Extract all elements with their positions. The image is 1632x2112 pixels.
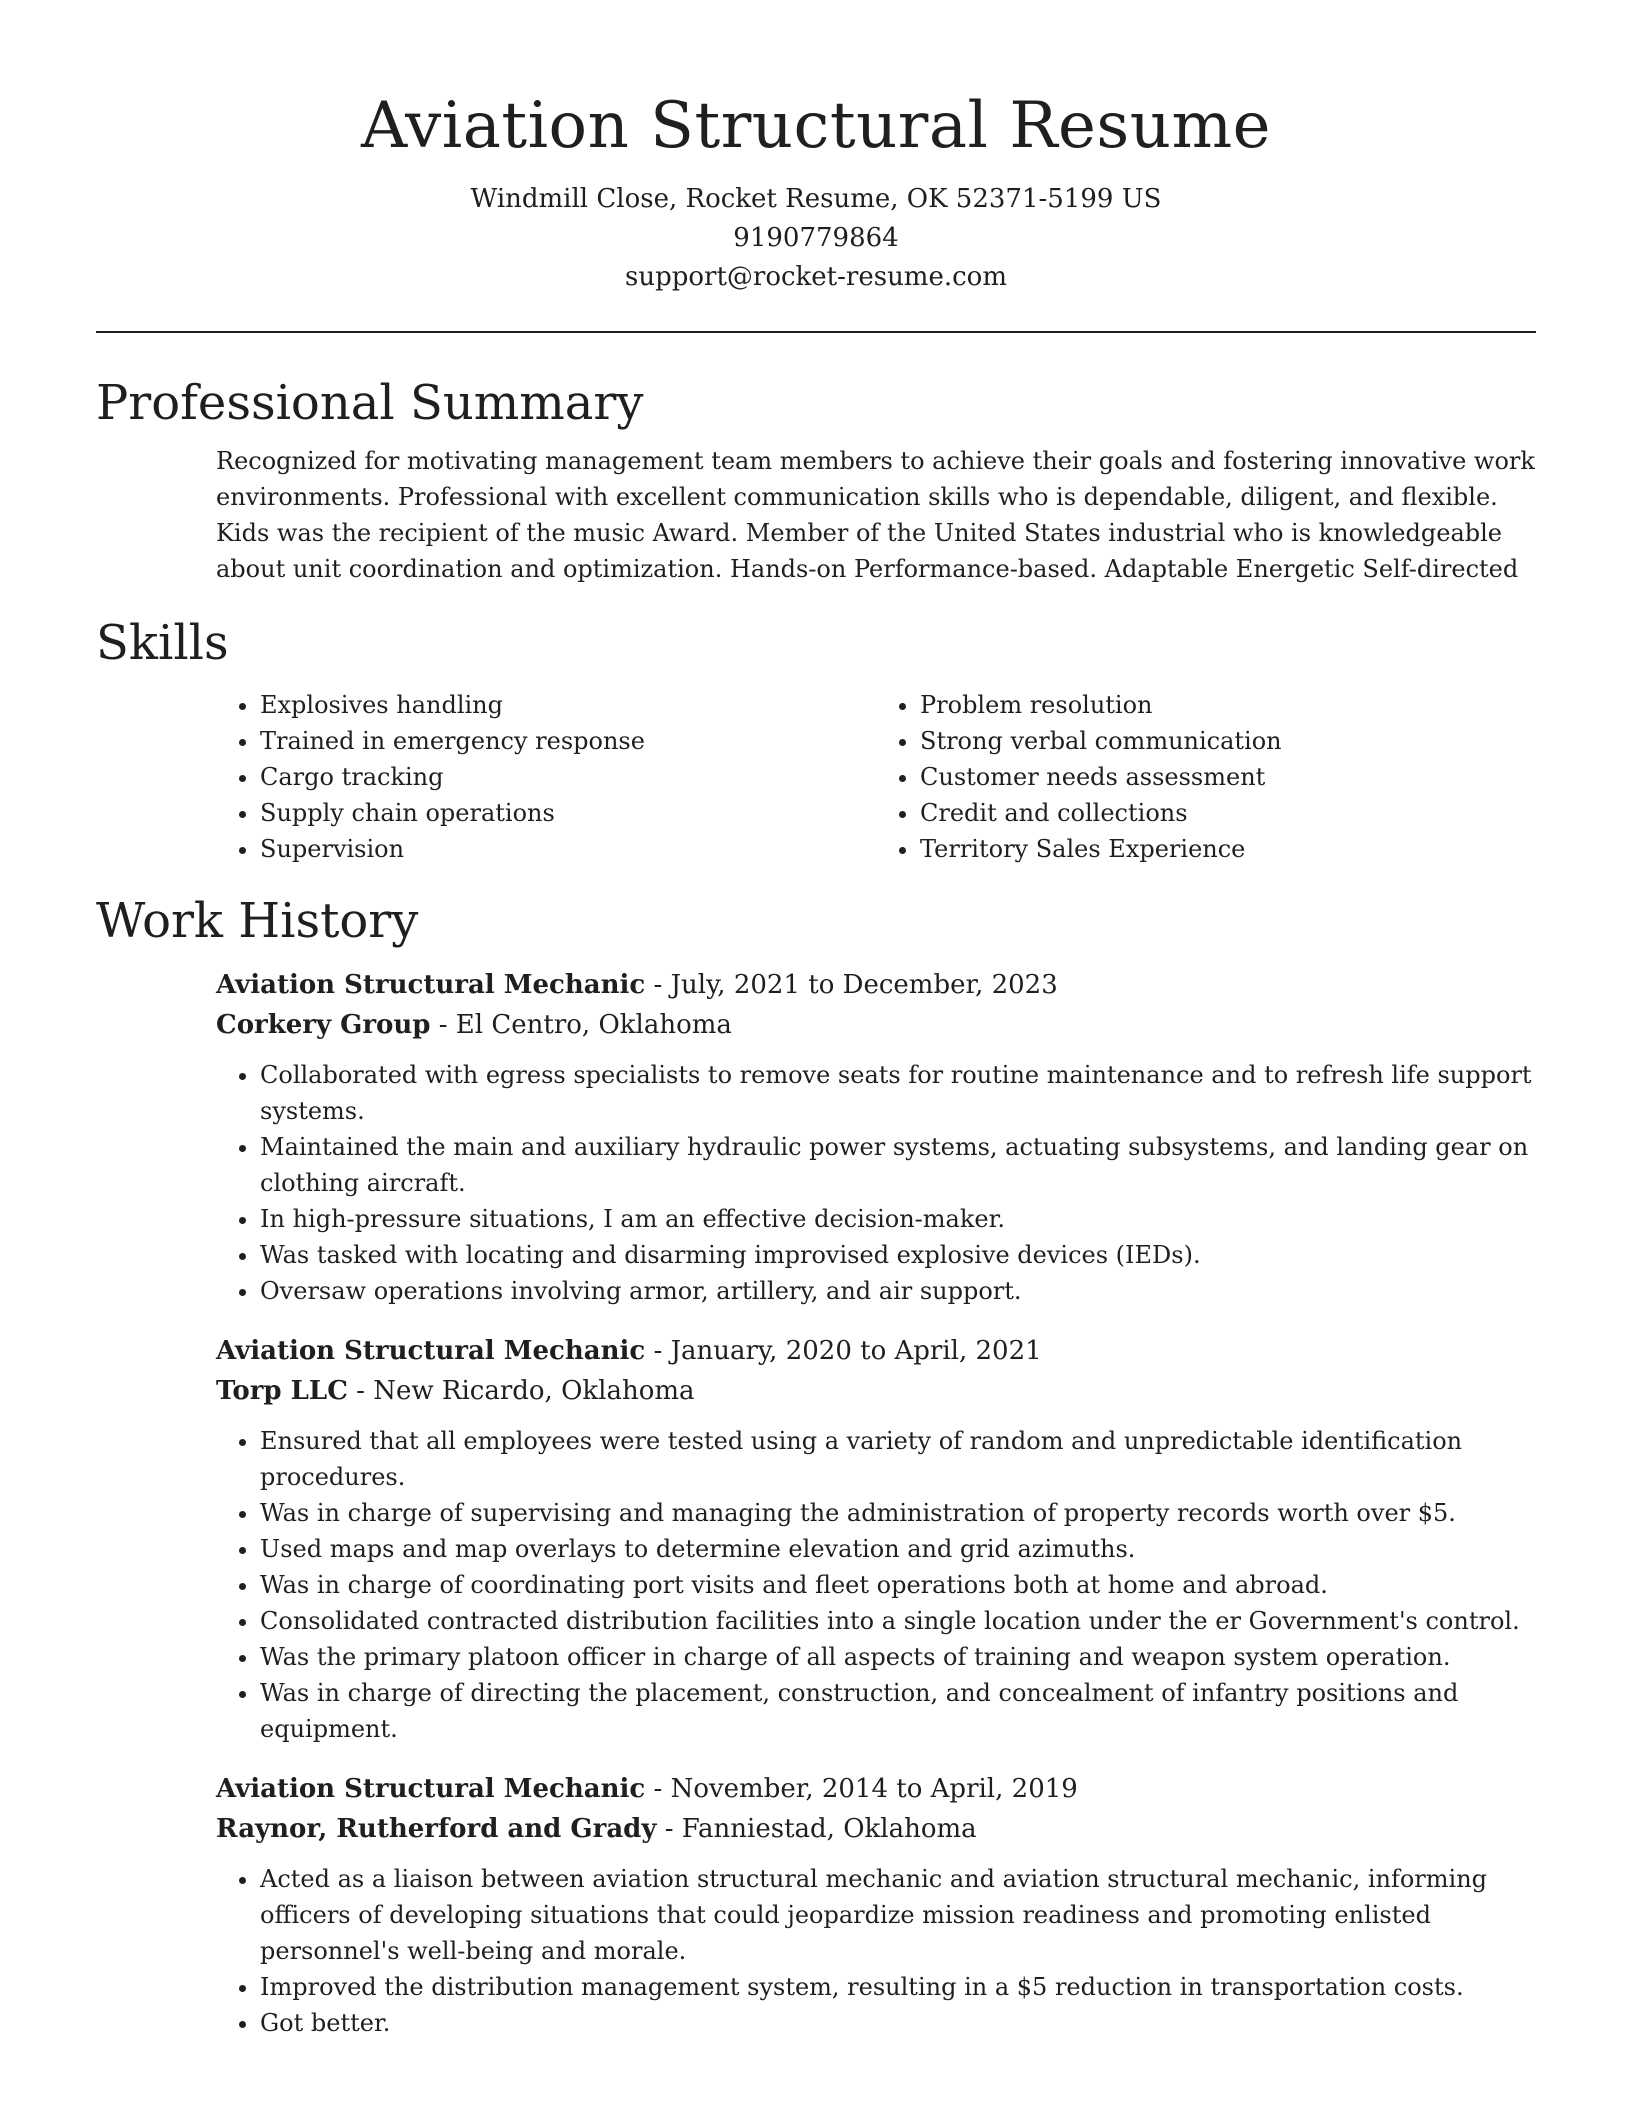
contact-phone: 9190779864 xyxy=(733,223,899,253)
resume-page xyxy=(96,0,1536,2041)
job-bullet: • Acted as a liaison between aviation structural mechanic and aviation structural mechanic, informing officers of developing situations that could jeopardize mission readiness and promoting enlisted personnel's well-being and morale. xyxy=(260,1861,1536,1969)
job-bullet: • Used maps and map overlays to determine elevation and grid azimuths. xyxy=(260,1531,1536,1567)
skill-item: • Trained in emergency response xyxy=(260,723,876,759)
job-bullet: • Collaborated with egress specialists to remove seats for routine maintenance and to refresh life support systems. xyxy=(260,1057,1536,1129)
skill-item: • Credit and collections xyxy=(920,795,1536,831)
contact-address: Windmill Close, Rocket Resume, OK 52371-5199 US xyxy=(470,184,1162,214)
job-bullet: • Was in charge of directing the placement, construction, and concealment of infantry positions and equipment. xyxy=(260,1675,1536,1747)
skill-item: • Strong verbal communication xyxy=(920,723,1536,759)
job-entry xyxy=(216,1769,1536,2041)
skill-item: • Explosives handling xyxy=(260,687,876,723)
summary-heading: Professional Summary xyxy=(96,375,644,431)
skill-item: • Supply chain operations xyxy=(260,795,876,831)
work-history-heading: Work History xyxy=(96,893,419,949)
job-bullet: • Consolidated contracted distribution facilities into a single location under the er Government's control. xyxy=(260,1603,1536,1639)
job-location: - El Centro, Oklahoma xyxy=(430,1010,732,1040)
work-history-section xyxy=(96,891,1536,2041)
job-title-line xyxy=(216,965,1536,1005)
skill-item: • Cargo tracking xyxy=(260,759,876,795)
job-bullet: • Was in charge of supervising and managing the administration of property records worth over $5. xyxy=(260,1495,1536,1531)
skill-item: • Problem resolution xyxy=(920,687,1536,723)
contact-email: support@rocket-resume.com xyxy=(624,262,1007,292)
header-divider xyxy=(96,331,1536,333)
job-bullet: • In high-pressure situations, I am an effective decision-maker. xyxy=(260,1201,1536,1237)
job-bullets xyxy=(216,1057,1536,1309)
job-location: - New Ricardo, Oklahoma xyxy=(347,1376,695,1406)
job-position: Aviation Structural Mechanic xyxy=(216,1774,646,1804)
resume-header xyxy=(96,0,1536,297)
job-company: Torp LLC xyxy=(216,1376,348,1406)
job-company-line xyxy=(216,1371,1536,1411)
skill-item: • Supervision xyxy=(260,831,876,867)
skills-right-list xyxy=(876,687,1536,867)
job-title-line xyxy=(216,1769,1536,1809)
job-company-line xyxy=(216,1005,1536,1045)
resume-title: Aviation Structural Resume xyxy=(360,89,1272,163)
job-bullet: • Improved the distribution management system, resulting in a $5 reduction in transportation costs. xyxy=(260,1969,1536,2005)
job-company-line xyxy=(216,1809,1536,1849)
job-entry xyxy=(216,1331,1536,1747)
job-position: Aviation Structural Mechanic xyxy=(216,1336,646,1366)
job-entry xyxy=(216,965,1536,1309)
summary-text: Recognized for motivating management team members to achieve their goals and fostering innovative work environments. Professional with excellent communication skills who is dependable, diligent, and flexible. Kids was the recipient of the music Award. Member of the United States industrial who is knowledgeable about unit coordination and optimization. Hands-on Performance-based. Adaptable Energetic Self-directed xyxy=(216,447,1535,583)
job-bullet: • Was tasked with locating and disarming improvised explosive devices (IEDs). xyxy=(260,1237,1536,1273)
job-company: Corkery Group xyxy=(216,1010,431,1040)
job-bullet: • Was the primary platoon officer in charge of all aspects of training and weapon system operation. xyxy=(260,1639,1536,1675)
summary-section xyxy=(96,373,1536,587)
job-dates: - January, 2020 to April, 2021 xyxy=(645,1336,1042,1366)
contact-info xyxy=(96,180,1536,297)
job-location: - Fanniestad, Oklahoma xyxy=(656,1814,977,1844)
skills-left-list xyxy=(216,687,876,867)
skill-item: • Customer needs assessment xyxy=(920,759,1536,795)
job-dates: - November, 2014 to April, 2019 xyxy=(645,1774,1078,1804)
job-bullets xyxy=(216,1423,1536,1747)
job-bullet: • Maintained the main and auxiliary hydraulic power systems, actuating subsystems, and landing gear on clothing aircraft. xyxy=(260,1129,1536,1201)
job-bullets xyxy=(216,1861,1536,2041)
job-company: Raynor, Rutherford and Grady xyxy=(216,1814,657,1844)
skill-item: • Territory Sales Experience xyxy=(920,831,1536,867)
job-bullet: • Got better. xyxy=(260,2005,1536,2041)
skills-columns xyxy=(216,687,1536,867)
job-bullet: • Ensured that all employees were tested using a variety of random and unpredictable identification procedures. xyxy=(260,1423,1536,1495)
skills-section xyxy=(96,613,1536,867)
job-bullet: • Oversaw operations involving armor, artillery, and air support. xyxy=(260,1273,1536,1309)
job-dates: - July, 2021 to December, 2023 xyxy=(645,970,1058,1000)
job-position: Aviation Structural Mechanic xyxy=(216,970,646,1000)
job-bullet: • Was in charge of coordinating port visits and fleet operations both at home and abroad. xyxy=(260,1567,1536,1603)
skills-heading: Skills xyxy=(96,615,229,671)
job-title-line xyxy=(216,1331,1536,1371)
